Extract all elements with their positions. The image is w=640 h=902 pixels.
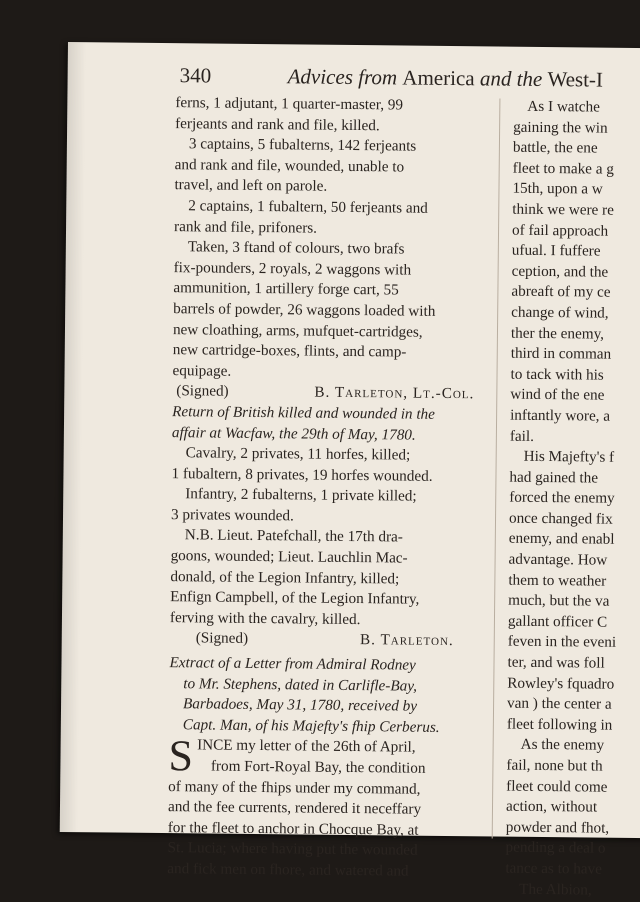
text-line: Return of British killed and wounded in the [172,403,436,423]
text-line: ther the enemy, [510,324,605,343]
return-title [172,402,474,446]
letter-opening [168,731,470,781]
text-line: powder and fhot, [505,818,610,837]
letter-first-lines [168,731,470,781]
text-line: new cartridge-boxes, flints, and camp- [172,341,407,361]
right-column [505,97,640,902]
text-line: Extract of a Letter from Admiral Rodney [169,654,416,674]
text-line: Enfign Campbell, of the Legion Infantry, [170,588,420,608]
text-line: for the fleet to anchor in Chocque Bay, at [167,818,419,839]
text-line: fail, none but th [506,756,603,775]
text-line: St. Lucia; where having put the wounded [167,839,418,860]
running-head-west: West-I [547,67,604,92]
text-line: to Mr. Stephens, dated in Carlifle-Bay, [183,674,418,695]
letter-block [167,777,470,883]
text-line: advantage. How [508,550,608,569]
text-line: forced the enemy [509,488,615,508]
text-line: rank and file, prifoners. [173,217,318,237]
text-line: 1 fubaltern, 8 privates, 19 horfes wounded. [171,464,433,485]
return-block [170,443,474,631]
text-line: 2 captains, 1 fubaltern, 50 ferjeants and [188,197,428,217]
page-edge-shadow [60,42,86,832]
text-line: equipage. [172,361,232,380]
text-line: As I watche [527,97,600,116]
signed-line-2 [170,629,472,653]
left-column [167,93,477,883]
column-rule [492,99,501,839]
running-head-america: America [402,65,475,91]
text-line: change of wind, [511,303,609,322]
extract-title [169,653,472,739]
running-head [288,64,604,92]
text-line: gaining the win [513,118,608,137]
text-line: Rowley's fquadro [507,674,615,693]
text-line: His Majefty's f [523,447,615,466]
text-line: pending a deal o [505,839,606,858]
text-line: INCE my letter of the 26th of April, [197,736,416,757]
text-line: goons, wounded; Lieut. Lauchlin Mac- [170,547,408,567]
newspaper-page [60,42,640,899]
text-line: had gained the [509,468,599,487]
text-line: inftantly wore, a [510,406,611,425]
text-line: of many of the fhips under my command, [168,777,421,798]
text-line: barrels of powder, 26 waggons loaded with [173,300,436,320]
text-line: action, without [505,797,598,816]
text-line: ammunition, 1 artillery forge cart, 55 [173,279,399,299]
text-line: wind of the ene [510,385,605,404]
text-line: ufual. I fuffere [511,241,601,260]
text-line: and the fee currents, rendered it neceffary [167,798,422,818]
text-line: ception, and the [511,262,609,281]
text-line: van ) the center a [507,694,612,713]
text-line: abreaft of my ce [511,283,611,302]
signed-name: B. Tarleton. [360,631,454,650]
text-line: The Albion, [519,880,592,899]
text-line: and rank and file, wounded, unable to [174,155,405,176]
text-line: battle, the ene [512,138,598,157]
text-line: ferns, 1 adjutant, 1 quarter-master, 99 [175,94,404,114]
text-line: Capt. Man, of his Majefty's fhip Cerberus. [182,716,440,736]
signed-label: (Signed) [195,629,249,648]
text-line: Infantry, 2 fubalterns, 1 private killed; [185,485,417,505]
text-line: gallant officer C [507,612,608,631]
text-line: Taken, 3 ftand of colours, two brafs [187,238,405,258]
text-line: fleet following in [506,715,613,734]
text-line: new cloathing, arms, mufquet-cartridges, [172,320,423,341]
text-line: fail. [509,427,535,445]
casualty-block [172,93,477,384]
signed-label: (Signed) [176,382,229,401]
signed-name: B. Tarleton, Lt.-Col. [314,383,475,403]
text-line: ferving with the cavalry, killed. [169,608,361,628]
text-line: much, but the va [508,591,610,610]
running-head-part2: and the [474,66,548,92]
text-line: and fick men on fhore, and watered and [167,860,409,880]
text-line: Barbadoes, May 31, 1780, received by [182,695,418,715]
text-line: enemy, and enabl [508,530,615,549]
text-line: fleet could come [506,777,608,796]
text-line: fix-pounders, 2 royals, 2 waggons with [173,258,412,279]
text-line: travel, and left on parole. [174,176,328,196]
text-line: ferjeants and rank and file, killed. [175,114,380,134]
text-line: 15th, upon a w [512,180,603,198]
text-line: Cavalry, 2 privates, 11 horfes, killed; [185,444,411,464]
text-line: of fail approach [511,221,609,240]
text-line: feven in the eveni [507,633,617,652]
text-line: As the enemy [520,736,605,755]
text-line: 3 privates wounded. [170,505,294,525]
text-line: third in comman [510,344,612,363]
running-head-part1: Advices from [287,64,403,90]
text-line: ter, and was foll [507,653,605,672]
text-line: 3 captains, 5 fubalterns, 142 ferjeants [188,135,417,155]
text-line: think we were re [512,200,614,219]
text-line: to tack with his [510,365,604,384]
text-line: affair at Wacfaw, the 29th of May, 1780. [171,423,416,444]
text-line: once changed fix [508,509,613,528]
text-line: from Fort-Royal Bay, the condition [210,757,426,777]
text-line: donald, of the Legion Infantry, killed; [170,567,400,588]
text-line: N.B. Lieut. Patefchall, the 17th dra- [184,526,403,547]
text-line: them to weather [508,571,607,590]
page-number: 340 [179,63,212,88]
drop-cap: S [168,731,194,781]
text-line: tance as to have [505,859,603,878]
right-block [505,97,640,902]
text-line: fleet to make a g [512,159,614,178]
